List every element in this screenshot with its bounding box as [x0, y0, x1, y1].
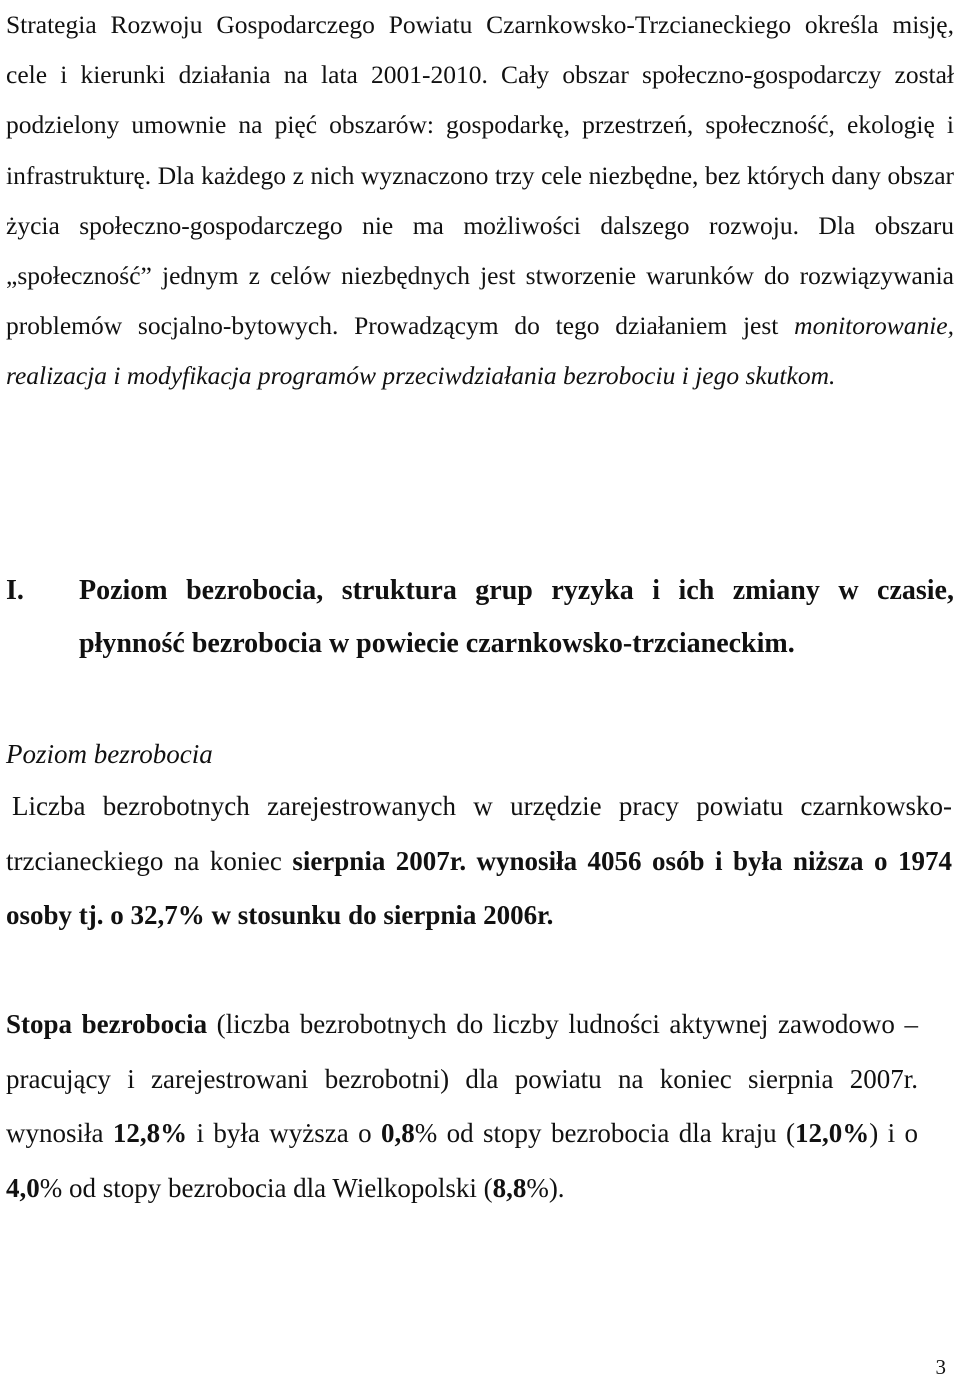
rate-text-3: % od stopy bezrobocia dla kraju (	[414, 1118, 795, 1149]
rate-text-4: ) i o	[869, 1118, 918, 1149]
rate-value-diff: 0,8	[381, 1118, 415, 1149]
intro-paragraph	[6, 0, 954, 402]
rate-value-county: 12,8%	[112, 1118, 188, 1149]
rate-text-2: i była wyższa o	[196, 1118, 372, 1149]
rate-value-region: 8,8	[492, 1172, 527, 1203]
rate-value-diff-region: 4,0	[6, 1172, 40, 1203]
section-number: I.	[6, 575, 24, 606]
intro-italic-phrase: monitorowanie, realizacja i modyfikacja programów przeciwdziałania bezrobociu i jego skutkom.	[6, 311, 955, 391]
count-bold-text: sierpnia 2007r. wynosiła 4056 osób i była niższa o 1974 osoby tj. o 32,7% w stosunku do sierpnia 2006r.	[6, 845, 952, 931]
section-title: Poziom bezrobocia, struktura grup ryzyka i ich zmiany w czasie, płynność bezrobocia w powiecie czarnkowsko-trzcianeckim.	[79, 575, 954, 659]
intro-sentence-2: Cały obszar społeczno-gospodarczy został podzielony umownie na pięć obszarów: gospodarkę, przestrzeń, społeczność, ekologię i infrastrukturę.	[6, 60, 954, 190]
intro-sentence-4: Dla obszaru „społeczność” jednym z celów niezbędnych jest stworzenie warunków do rozwiązywania problemów socjalno-bytowych.	[6, 210, 955, 341]
rate-text-6: %).	[526, 1172, 565, 1203]
rate-value-country: 12,0%	[794, 1118, 870, 1149]
subheading: Poziom bezrobocia	[6, 739, 213, 769]
intro-sentence-5: Prowadzącym do tego działaniem jest	[354, 311, 779, 341]
rate-term: Stopa bezrobocia	[6, 1009, 208, 1039]
unemployment-count-paragraph	[6, 779, 952, 943]
rate-text-1: (liczba bezrobotnych do liczby ludności aktywnej zawodowo – pracujący i zarejestrowani bezrobotni) dla powiatu na koniec sierpnia 2007r. wynosiła	[6, 1009, 918, 1149]
page-number: 3	[935, 1355, 946, 1379]
count-text: Liczba bezrobotnych zarejestrowanych w urzędzie pracy powiatu czarnkowsko-trzcianeckiego na koniec	[6, 791, 952, 876]
unemployment-rate-paragraph	[6, 997, 918, 1215]
intro-sentence-1: Strategia Rozwoju Gospodarczego Powiatu Czarnkowsko-Trzcianeckiego określa misję, cele i kierunki działania na lata 2001-2010.	[6, 10, 954, 90]
intro-sentence-3: Dla każdego z nich wyznaczono trzy cele niezbędne, bez których dany obszar życia społeczno-gospodarczego nie ma możliwości dalszego rozwoju.	[6, 160, 955, 240]
rate-text-5: % od stopy bezrobocia dla Wielkopolski (	[39, 1172, 493, 1203]
